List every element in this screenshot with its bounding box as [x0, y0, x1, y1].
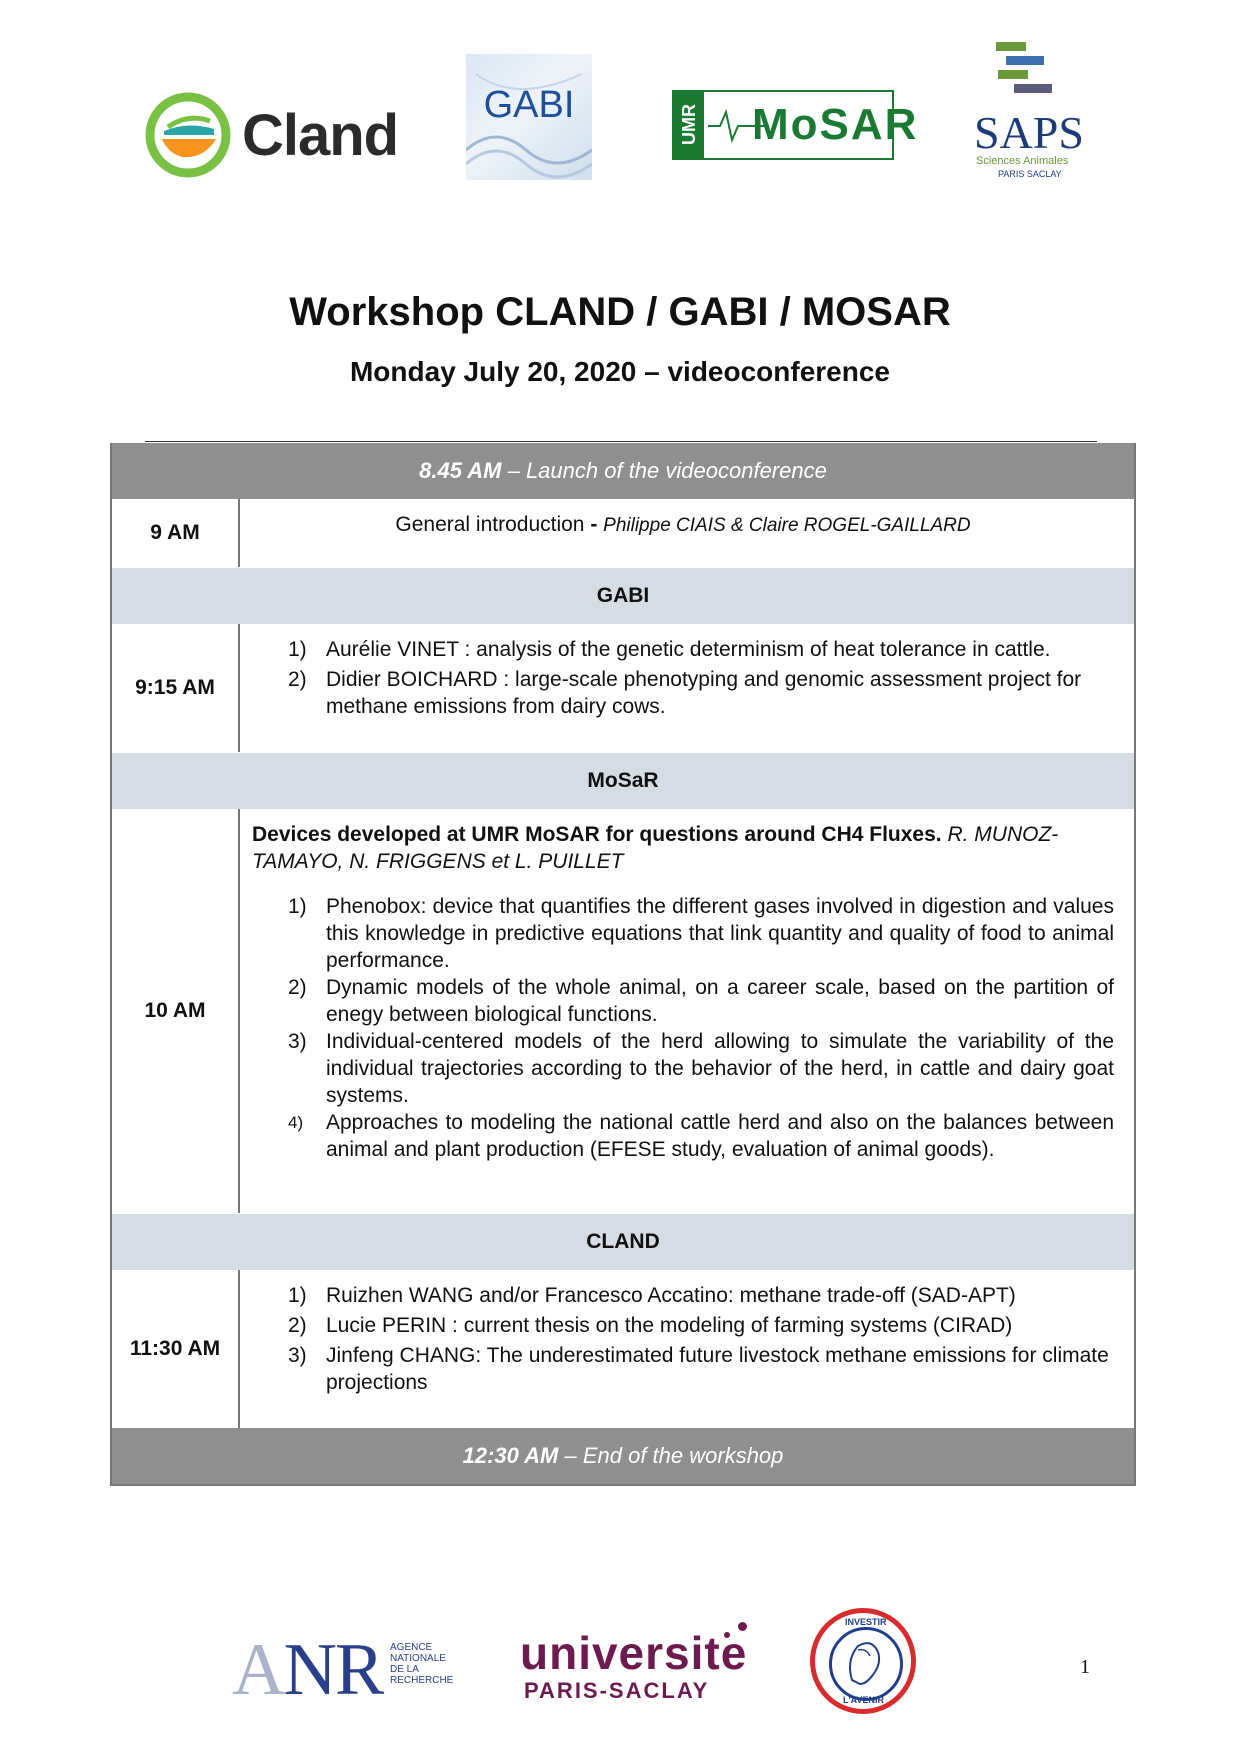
profile-icon — [832, 1630, 894, 1692]
anr-letter-a: A — [232, 1629, 284, 1711]
mosar-time: 10 AM — [112, 809, 240, 1213]
list-text: Didier BOICHARD : large-scale phenotyping and genomic assessment project for methane emissions from dairy cows. — [326, 668, 1082, 718]
saps-subtitle-2: PARIS SACLAY — [998, 169, 1062, 179]
saps-subtitle: Sciences Animales — [976, 155, 1069, 167]
cland-list — [252, 1282, 1114, 1396]
intro-time: 9 AM — [112, 499, 240, 567]
intro-dash: - — [590, 513, 604, 536]
cland-row — [112, 1270, 1134, 1428]
cland-wordmark: Cland — [242, 102, 399, 168]
mosar-heading-title: Devices developed at UMR MoSAR for questions around CH4 Fluxes. — [252, 823, 942, 846]
list-item — [252, 636, 1114, 663]
cland-content — [240, 1270, 1134, 1428]
marianne-profile-icon — [829, 1627, 903, 1701]
saps-bar-4 — [1014, 84, 1052, 93]
section-cland: CLAND — [112, 1213, 1134, 1270]
list-number: 1) — [288, 638, 307, 661]
mosar-content — [240, 809, 1134, 1213]
intro-content — [240, 499, 1134, 567]
gabi-row — [112, 624, 1134, 752]
end-band — [112, 1428, 1134, 1484]
mosar-list — [252, 893, 1114, 1163]
mosar-wordmark: MoSAR — [752, 100, 919, 149]
end-time: 12:30 AM — [462, 1443, 559, 1468]
list-text: Ruizhen WANG and/or Francesco Accatino: methane trade-off (SAD-APT) — [326, 1284, 1016, 1307]
ia-bottom-text: L'AVENIR — [843, 1695, 884, 1705]
launch-time: 8.45 AM — [419, 458, 502, 483]
intro-text: General introduction — [395, 513, 591, 536]
footer-logos — [0, 1606, 1240, 1716]
mosar-umr-label: UMR — [674, 92, 704, 158]
gabi-content — [240, 624, 1134, 752]
document-title: Workshop CLAND / GABI / MOSAR — [289, 290, 951, 334]
list-number: 3) — [288, 1030, 307, 1053]
list-item — [252, 1282, 1114, 1309]
anr-sub-line: AGENCE — [390, 1642, 433, 1653]
saps-logo — [958, 40, 1088, 180]
mosar-row — [112, 809, 1134, 1213]
list-item — [252, 893, 1114, 974]
list-number: 3) — [288, 1344, 307, 1367]
document-subtitle: Monday July 20, 2020 – videoconference — [349, 356, 890, 387]
universite-paris-saclay-logo — [520, 1626, 760, 1706]
section-gabi: GABI — [112, 567, 1134, 624]
list-number: 1) — [288, 895, 307, 918]
section-mosar: MoSaR — [112, 752, 1134, 809]
list-item — [252, 1109, 1114, 1163]
ups-wordmark: universite — [520, 1627, 748, 1679]
anr-subtitle — [390, 1642, 453, 1686]
title-divider — [145, 441, 1097, 442]
ups-subtitle: PARIS-SACLAY — [524, 1678, 710, 1703]
gabi-logo — [466, 54, 592, 180]
list-number: 2) — [288, 976, 307, 999]
gabi-list — [252, 636, 1114, 720]
list-number: 2) — [288, 668, 307, 691]
list-text: Aurélie VINET : analysis of the genetic determinism of heat tolerance in cattle. — [326, 638, 1051, 661]
ia-top-text: INVESTIR — [845, 1617, 887, 1627]
launch-text: – Launch of the videoconference — [501, 458, 827, 483]
gabi-time: 9:15 AM — [112, 624, 240, 752]
header-logos — [0, 40, 1240, 190]
list-text: Individual-centered models of the herd allowing to simulate the variability of the individual trajectories according to the behavior of the herd, in cattle and dairy goat systems. — [326, 1030, 1114, 1107]
list-item — [252, 666, 1114, 720]
list-number: 1) — [288, 1284, 307, 1307]
anr-letters-nr: NR — [283, 1629, 383, 1711]
intro-speakers: Philippe CIAIS & Claire ROGEL-GAILLARD — [603, 515, 971, 536]
launch-band — [112, 443, 1134, 499]
list-text: Lucie PERIN : current thesis on the modeling of farming systems (CIRAD) — [326, 1314, 1013, 1337]
mosar-heading — [252, 821, 1114, 875]
gabi-wordmark: GABI — [483, 84, 575, 126]
investir-avenir-logo — [810, 1608, 916, 1714]
anr-sub-line: NATIONALE — [390, 1653, 446, 1664]
saps-bar-1 — [996, 42, 1026, 51]
list-text: Phenobox: device that quantifies the different gases involved in digestion and values this knowledge in predictive equations that link quantity and quality of food to animal performance. — [326, 895, 1114, 972]
cland-time: 11:30 AM — [112, 1270, 240, 1428]
cland-mark-icon — [144, 91, 232, 179]
saps-wordmark: SAPS — [974, 107, 1084, 158]
anr-sub-line: RECHERCHE — [390, 1675, 454, 1686]
list-number: 2) — [288, 1314, 307, 1337]
list-text: Approaches to modeling the national cattle herd and also on the balances between animal and plant production (EFESE study, evaluation of animal goods). — [326, 1111, 1114, 1161]
agenda-table — [110, 443, 1136, 1486]
end-text: – End of the workshop — [558, 1443, 784, 1468]
intro-row — [112, 499, 1134, 567]
anr-sub-line: DE LA — [390, 1664, 419, 1675]
list-text: Dynamic models of the whole animal, on a career scale, based on the partition of enegy between biological functions. — [326, 976, 1114, 1026]
saps-bar-3 — [998, 70, 1028, 79]
list-item — [252, 1312, 1114, 1339]
mosar-logo — [672, 90, 919, 160]
list-item — [252, 1342, 1114, 1396]
cland-logo — [144, 90, 404, 180]
mosar-heading-authors: R. MUNOZ-TAMAYO, N. FRIGGENS et L. PUILLET — [252, 823, 1059, 873]
list-text: Jinfeng CHANG: The underestimated future livestock methane emissions for climate projections — [326, 1344, 1109, 1394]
list-number: 4) — [288, 1113, 304, 1132]
list-item — [252, 1028, 1114, 1109]
page-number: 1 — [1080, 1656, 1090, 1678]
saps-bar-2 — [1006, 56, 1044, 65]
anr-wordmark — [232, 1628, 382, 1713]
list-item — [252, 974, 1114, 1028]
anr-logo — [232, 1628, 472, 1711]
